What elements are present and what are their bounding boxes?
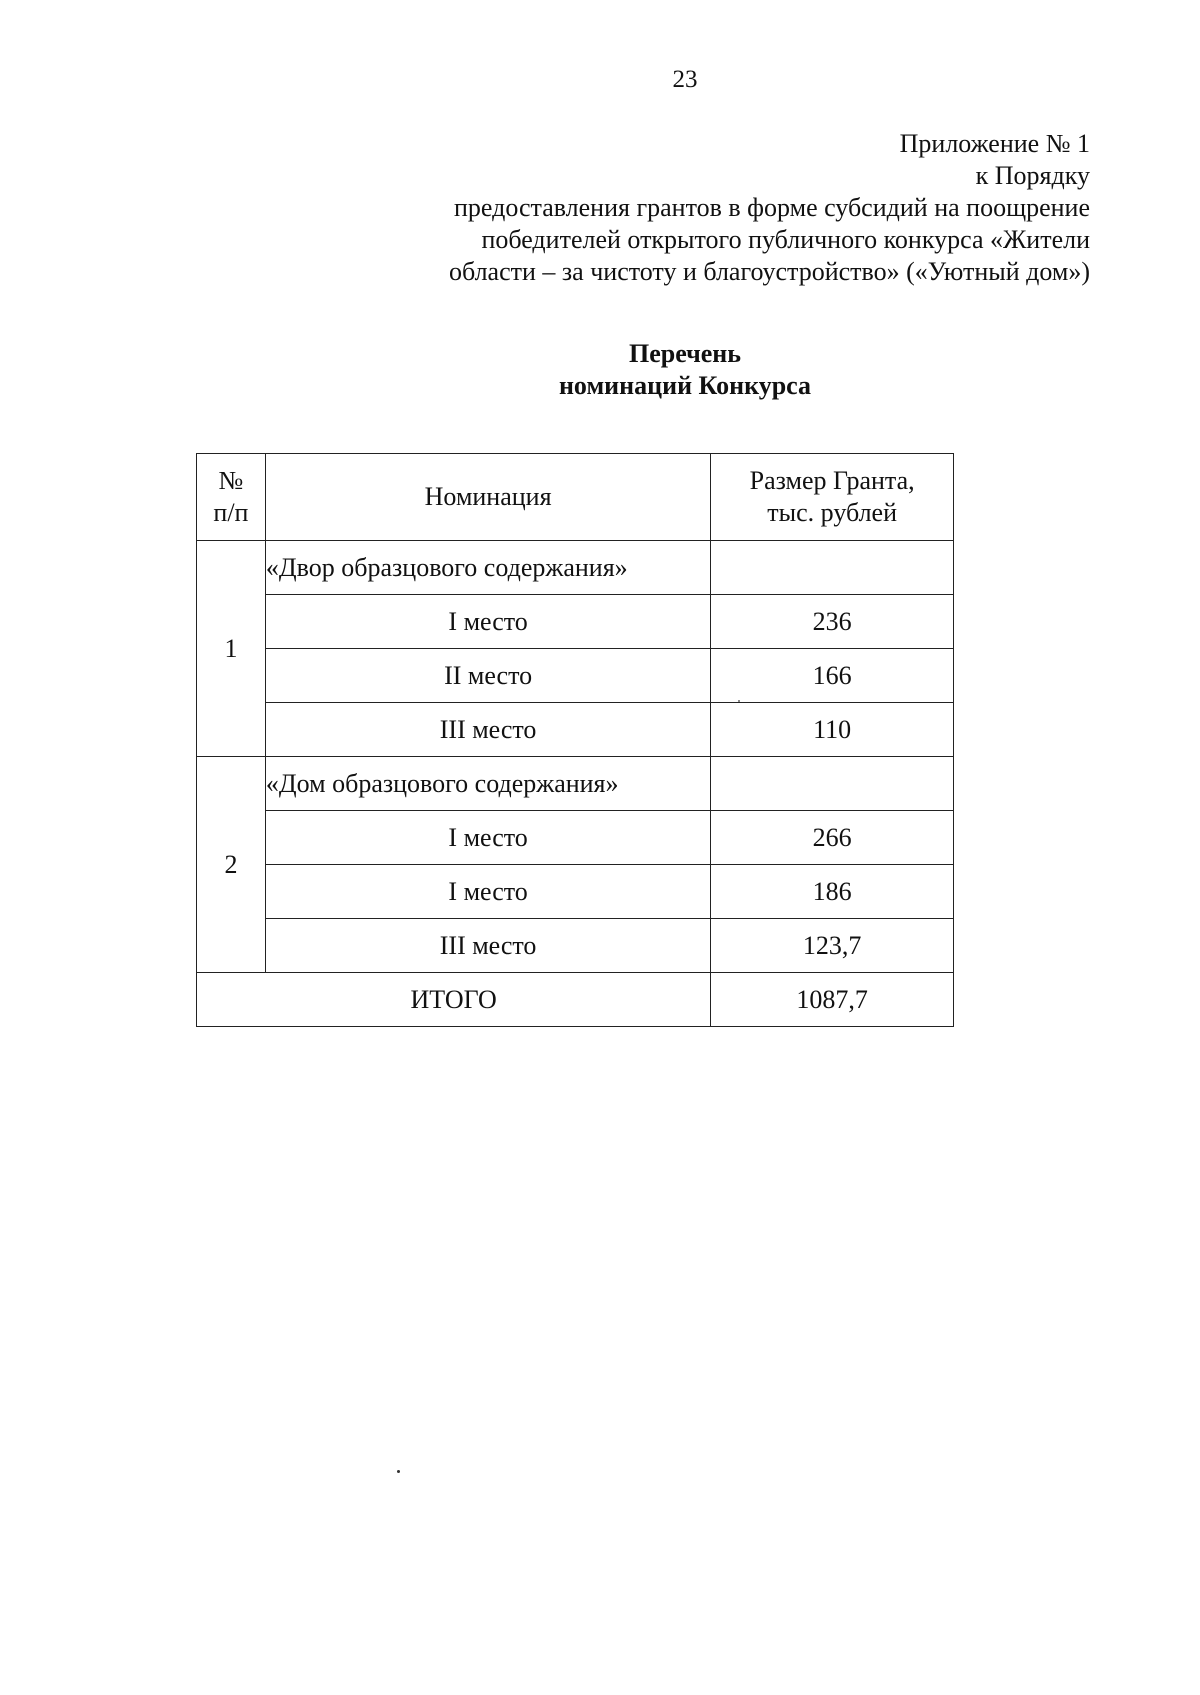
table-row xyxy=(197,919,954,973)
grant-amount: 110 xyxy=(711,703,954,757)
place-label: I место xyxy=(265,595,710,649)
place-label: I место xyxy=(265,865,710,919)
document-title xyxy=(0,338,1200,402)
grant-amount: 166 xyxy=(711,649,954,703)
grant-amount: 236 xyxy=(711,595,954,649)
nomination-title-amount xyxy=(711,757,954,811)
table-row xyxy=(197,811,954,865)
total-row xyxy=(197,973,954,1027)
appendix-line: области – за чистоту и благоустройство» («Уютный дом») xyxy=(449,257,1090,286)
total-label: ИТОГО xyxy=(197,973,711,1027)
title-line-1: Перечень xyxy=(628,339,742,368)
appendix-line: победителей открытого публичного конкурса «Жители xyxy=(481,225,1090,254)
grant-amount: 266 xyxy=(711,811,954,865)
table-row xyxy=(197,865,954,919)
appendix-line: Приложение № 1 xyxy=(899,129,1090,158)
page-number: 23 xyxy=(672,66,698,93)
grant-amount: 186 xyxy=(711,865,954,919)
table-row xyxy=(197,649,954,703)
place-label: II место xyxy=(265,649,710,703)
header-grant-size-line-1: Размер Гранта, xyxy=(749,466,915,495)
header-grant-size-line-2: тыс. рублей xyxy=(767,498,897,527)
nominations-table xyxy=(196,453,954,1027)
group-number: 1 xyxy=(197,541,266,757)
appendix-header xyxy=(330,128,1090,288)
place-label: I место xyxy=(265,811,710,865)
table-row xyxy=(197,541,954,595)
scan-speck xyxy=(397,1470,400,1473)
appendix-line: предоставления грантов в форме субсидий на поощрение xyxy=(453,193,1090,222)
place-label: III место xyxy=(265,703,710,757)
table-row xyxy=(197,757,954,811)
header-number xyxy=(197,454,266,541)
title-line-2: номинаций Конкурса xyxy=(558,371,812,400)
header-number-line-2: п/п xyxy=(213,498,249,527)
table-row xyxy=(197,595,954,649)
header-grant-size xyxy=(711,454,954,541)
nomination-title: «Дом образцового содержания» xyxy=(265,757,710,811)
scan-speck xyxy=(738,700,740,702)
nomination-title-amount xyxy=(711,541,954,595)
total-amount: 1087,7 xyxy=(711,973,954,1027)
header-number-line-1: № xyxy=(218,466,244,495)
place-label: III место xyxy=(265,919,710,973)
grant-amount: 123,7 xyxy=(711,919,954,973)
table-row xyxy=(197,703,954,757)
header-nomination: Номинация xyxy=(265,454,710,541)
table-header-row xyxy=(197,454,954,541)
nomination-title: «Двор образцового содержания» xyxy=(265,541,710,595)
appendix-line: к Порядку xyxy=(975,161,1090,190)
group-number: 2 xyxy=(197,757,266,973)
